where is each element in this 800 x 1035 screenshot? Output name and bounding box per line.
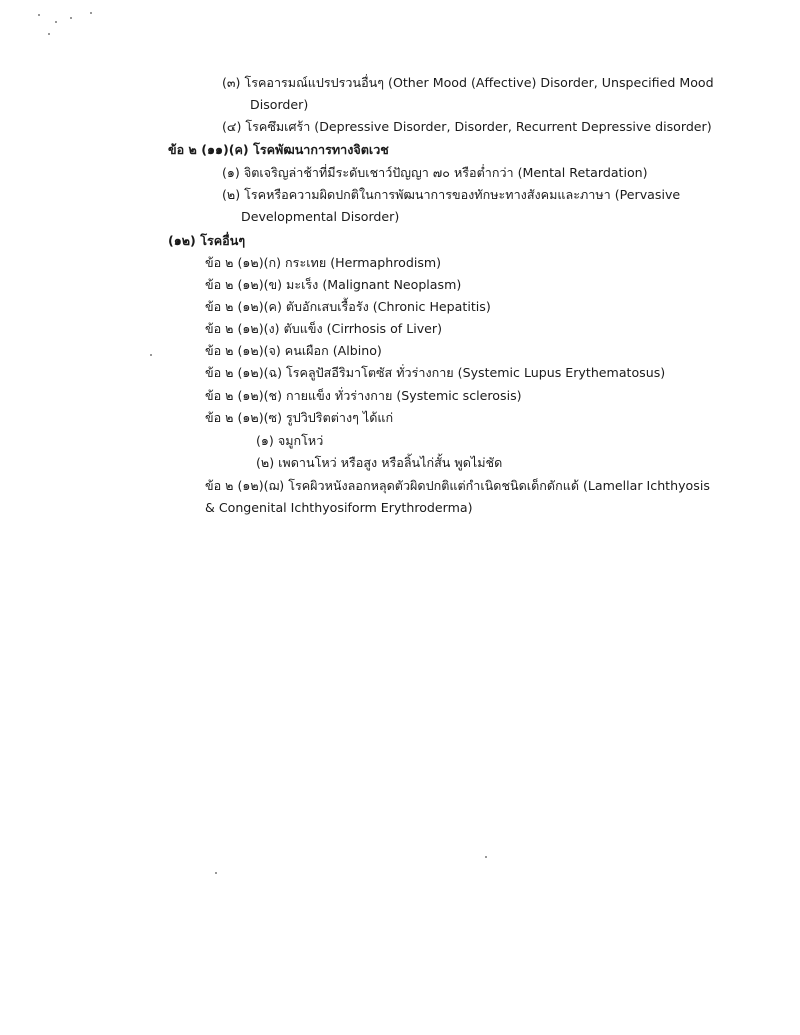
scan-speck [48, 33, 50, 35]
scan-speck [485, 856, 487, 858]
scan-speck [70, 17, 72, 19]
developmental-item-2-line-2: Developmental Disorder) [241, 209, 400, 224]
last-item-line-1: ข้อ ๒ (๑๒)(ฌ) โรคผิวหนังลอกหลุดตัวผิดปกติแต่กำเนิดชนิดเด็กดักแด้ (Lamellar Ichthyosis [205, 478, 710, 493]
developmental-heading: ข้อ ๒ (๑๑)(ค) โรคพัฒนาการทางจิตเวช [168, 142, 389, 157]
other-item: ข้อ ๒ (๑๒)(ง) ตับแข็ง (Cirrhosis of Liver) [205, 321, 443, 336]
mood-item-3-line-2: Disorder) [250, 97, 309, 112]
other-item: ข้อ ๒ (๑๒)(ซ) รูปวิปริตต่างๆ ได้แก่ [205, 410, 394, 425]
other-item: ข้อ ๒ (๑๒)(จ) คนเผือก (Albino) [205, 343, 382, 358]
scan-speck [215, 872, 217, 874]
other-item: ข้อ ๒ (๑๒)(ฉ) โรคลูปัสอีริมาโตซัส ทั่วร่างกาย (Systemic Lupus Erythematosus) [205, 365, 666, 380]
developmental-item-2-line-1: (๒) โรคหรือความผิดปกติในการพัฒนาการของทักษะทางสังคมและภาษา (Pervasive [222, 187, 681, 202]
scan-speck [90, 12, 92, 14]
mood-item-3-line-1: (๓) โรคอารมณ์แปรปรวนอื่นๆ (Other Mood (Affective) Disorder, Unspecified Mood [222, 75, 714, 90]
other-diseases-heading: (๑๒) โรคอื่นๆ [168, 233, 246, 248]
scan-speck [150, 354, 152, 356]
last-item-line-2: & Congenital Ichthyosiform Erythroderma) [205, 500, 473, 515]
other-item: ข้อ ๒ (๑๒)(ค) ตับอักเสบเรื้อรัง (Chronic Hepatitis) [205, 299, 491, 314]
scan-speck [38, 14, 40, 16]
deformity-sub-item: (๑) จมูกโหว่ [256, 433, 324, 448]
scan-speck [55, 21, 57, 23]
other-item: ข้อ ๒ (๑๒)(ก) กระเทย (Hermaphrodism) [205, 255, 442, 270]
developmental-item-1: (๑) จิตเจริญล่าช้าที่มีระดับเชาว์ปัญญา ๗๐ หรือต่ำกว่า (Mental Retardation) [222, 165, 648, 180]
other-item: ข้อ ๒ (๑๒)(ช) กายแข็ง ทั่วร่างกาย (Systemic sclerosis) [205, 388, 522, 403]
mood-item-4: (๔) โรคซึมเศร้า (Depressive Disorder, Disorder, Recurrent Depressive disorder) [222, 119, 712, 134]
other-item: ข้อ ๒ (๑๒)(ข) มะเร็ง (Malignant Neoplasm) [205, 277, 462, 292]
deformity-sub-item: (๒) เพดานโหว่ หรือสูง หรือลิ้นไก่สั้น พูดไม่ชัด [256, 455, 503, 470]
